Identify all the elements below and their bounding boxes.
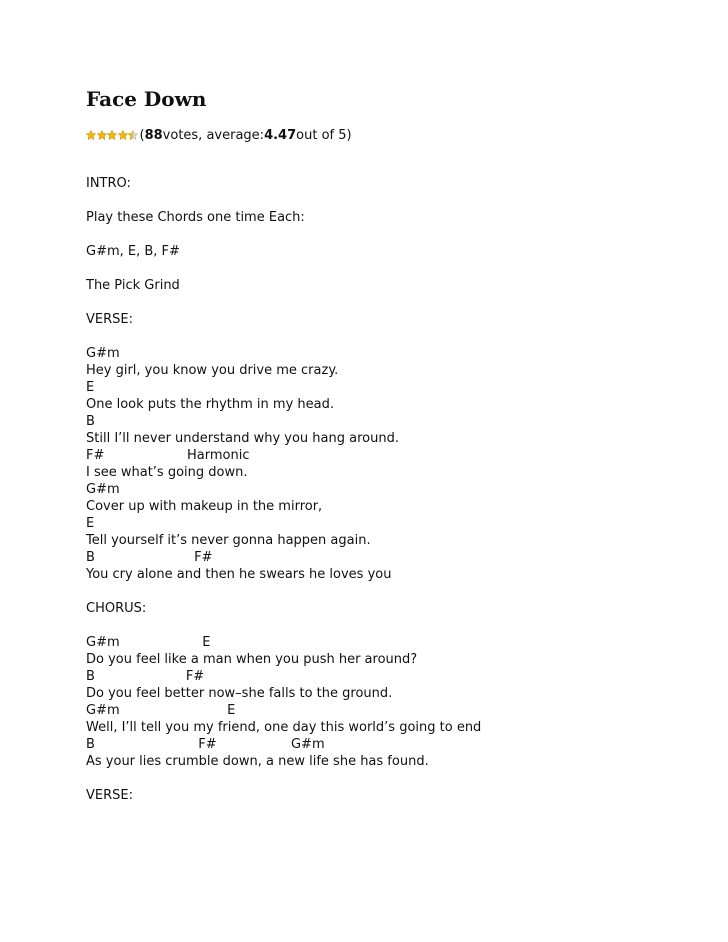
star-rating[interactable] — [86, 130, 139, 140]
song-line: Cover up with makeup in the mirror, — [86, 499, 323, 514]
blank-line — [86, 294, 481, 311]
song-line: B F# G#m — [86, 737, 325, 752]
rating-bar — [86, 126, 352, 144]
song-line: VERSE: — [86, 788, 133, 803]
song-line: B F# — [86, 669, 205, 684]
song-line: VERSE: — [86, 312, 133, 327]
blank-line — [86, 328, 481, 345]
song-line: As your lies crumble down, a new life she has found. — [86, 754, 429, 769]
blank-line — [86, 192, 481, 209]
song-line: G#m E — [86, 635, 211, 650]
song-line: G#m, E, B, F# — [86, 244, 180, 259]
song-line: G#m — [86, 346, 120, 361]
song-line: Do you feel better now–she falls to the ground. — [86, 686, 393, 701]
song-content — [86, 175, 481, 804]
song-line: E — [86, 516, 95, 531]
average-rating: 4.47 — [264, 127, 297, 143]
star-icon[interactable] — [86, 130, 96, 140]
song-line: G#m — [86, 482, 120, 497]
song-line: Tell yourself it’s never gonna happen again. — [86, 533, 371, 548]
song-line: One look puts the rhythm in my head. — [86, 397, 334, 412]
song-line: E — [86, 380, 95, 395]
song-line: G#m E — [86, 703, 236, 718]
song-title: Face Down — [86, 87, 207, 111]
song-line: F# Harmonic — [86, 448, 250, 463]
blank-line — [86, 260, 481, 277]
song-line: Play these Chords one time Each: — [86, 210, 305, 225]
song-line: INTRO: — [86, 176, 131, 191]
song-line: Do you feel like a man when you push her around? — [86, 652, 418, 667]
rating-open: ( — [139, 127, 145, 143]
song-line: Still I’ll never understand why you hang around. — [86, 431, 399, 446]
star-icon[interactable] — [107, 130, 117, 140]
out-of-label: out of 5) — [296, 127, 352, 143]
blank-line — [86, 617, 481, 634]
song-line: Well, I’ll tell you my friend, one day this world’s going to end — [86, 720, 482, 735]
song-line: Hey girl, you know you drive me crazy. — [86, 363, 339, 378]
blank-line — [86, 770, 481, 787]
song-line: CHORUS: — [86, 601, 147, 616]
star-icon[interactable] — [128, 130, 138, 140]
song-line: B F# — [86, 550, 213, 565]
song-line: You cry alone and then he swears he loves you — [86, 567, 392, 582]
star-icon[interactable] — [97, 130, 107, 140]
votes-label: votes, average: — [162, 127, 265, 143]
song-line: B — [86, 414, 95, 429]
star-icon[interactable] — [118, 130, 128, 140]
vote-count: 88 — [144, 127, 163, 143]
song-line: I see what’s going down. — [86, 465, 248, 480]
blank-line — [86, 226, 481, 243]
song-line: The Pick Grind — [86, 278, 180, 293]
blank-line — [86, 583, 481, 600]
